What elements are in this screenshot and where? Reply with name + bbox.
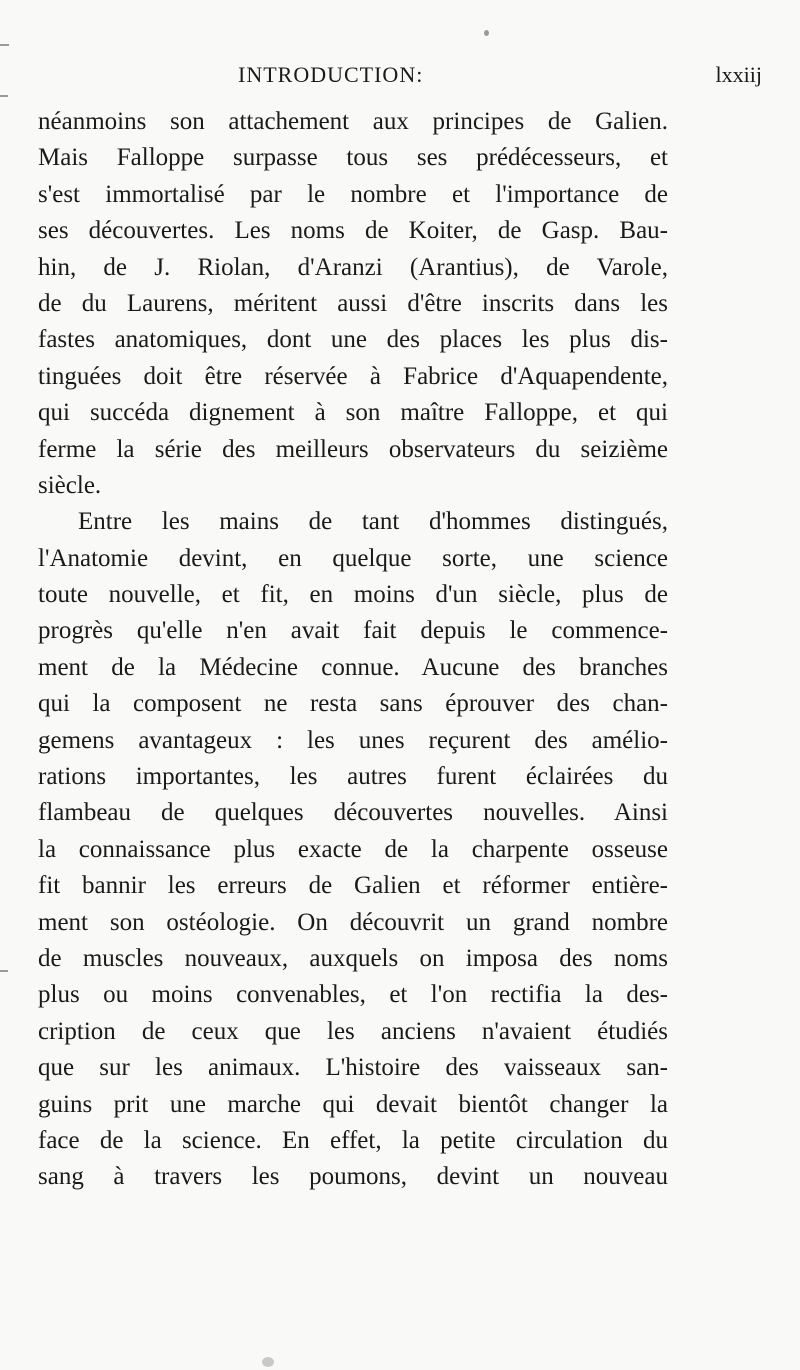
text-line: qui succéda dignement à son maître Falloppe, et qui (38, 399, 668, 427)
text-line: ferme la série des meilleurs observateurs du seizième (38, 435, 668, 463)
text-line: tinguées doit être réservée à Fabrice d'Aquapendente, (38, 362, 668, 390)
text-line: plus ou moins convenables, et l'on rectifia la des- (38, 981, 668, 1009)
text-line: hin, de J. Riolan, d'Aranzi (Arantius), de Varole, (38, 253, 668, 281)
text-line: ment son ostéologie. On découvrit un grand nombre (38, 908, 668, 936)
text-line: Entre les mains de tant d'hommes distingués, (78, 508, 668, 536)
bottom-smudge (262, 1357, 274, 1367)
text-line: fit bannir les erreurs de Galien et réformer entière- (38, 872, 668, 900)
text-line: de du Laurens, méritent aussi d'être inscrits dans les (38, 289, 668, 317)
body-text (38, 104, 668, 1196)
left-edge-mark (0, 970, 8, 972)
text-line: de muscles nouveaux, auxquels on imposa des noms (38, 944, 668, 972)
text-line: siècle. (38, 471, 102, 499)
text-line: cription de ceux que les anciens n'avaient étudiés (38, 1017, 668, 1045)
text-line: qui la composent ne resta sans éprouver des chan- (38, 690, 668, 718)
page-header (38, 62, 762, 98)
top-edge-mark (484, 30, 489, 36)
left-edge-mark (0, 95, 8, 97)
running-title: INTRODUCTION: (238, 62, 424, 87)
text-line: toute nouvelle, et fit, en moins d'un siècle, plus de (38, 581, 668, 609)
text-line: ses découvertes. Les noms de Koiter, de Gasp. Bau- (38, 217, 668, 245)
text-line: progrès qu'elle n'en avait fait depuis le commence- (38, 617, 668, 645)
paragraph (38, 504, 668, 1195)
page-number: lxxiij (715, 62, 762, 87)
text-line: l'Anatomie devint, en quelque sorte, une science (38, 544, 668, 572)
text-line: rations importantes, les autres furent éclairées du (38, 763, 668, 791)
text-line: Mais Falloppe surpasse tous ses prédécesseurs, et (38, 144, 668, 172)
text-line: ment de la Médecine connue. Aucune des branches (38, 653, 668, 681)
text-line: sang à travers les poumons, devint un nouveau (38, 1163, 668, 1191)
text-line: fastes anatomiques, dont une des places les plus dis- (38, 326, 668, 354)
text-line: gemens avantageux : les unes reçurent des amélio- (38, 726, 668, 754)
text-line: face de la science. En effet, la petite circulation du (38, 1126, 668, 1154)
left-edge-mark (0, 44, 9, 46)
text-line: s'est immortalisé par le nombre et l'importance de (38, 180, 668, 208)
text-line: la connaissance plus exacte de la charpente osseuse (38, 835, 668, 863)
text-line: flambeau de quelques découvertes nouvelles. Ainsi (38, 799, 668, 827)
paragraph (38, 104, 668, 504)
text-line: néanmoins son attachement aux principes de Galien. (38, 108, 668, 135)
text-line: guins prit une marche qui devait bientôt changer la (38, 1090, 668, 1118)
text-line: que sur les animaux. L'histoire des vaisseaux san- (38, 1054, 668, 1082)
